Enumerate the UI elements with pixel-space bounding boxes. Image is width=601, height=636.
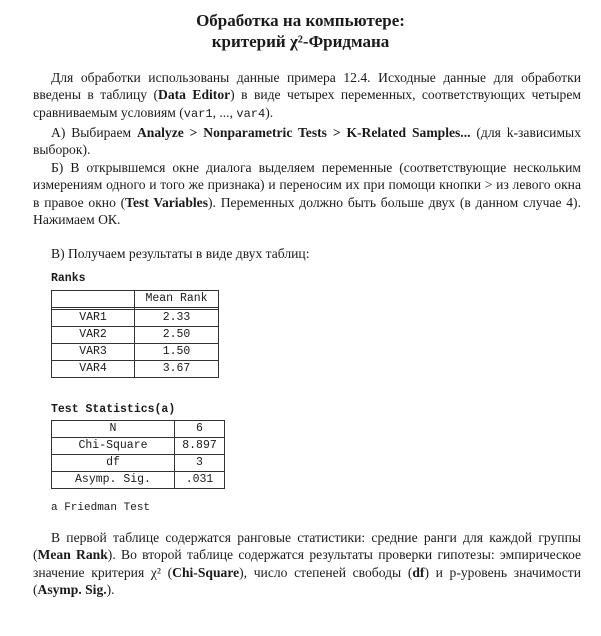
test-stat-name: Asymp. Sig. bbox=[52, 472, 175, 489]
step-b-text-2: ). Переменных должно быть больше двух (в данном случае 4). Нажимаем ОК. bbox=[33, 194, 581, 227]
step-a-paragraph bbox=[33, 124, 581, 159]
table-row bbox=[52, 455, 225, 472]
ranks-table-label: Ranks bbox=[51, 272, 86, 285]
conclusion-bold-chi-square: Chi-Square bbox=[172, 564, 240, 580]
step-v-paragraph bbox=[33, 245, 581, 262]
table-row bbox=[52, 421, 225, 438]
ranks-row-name: VAR3 bbox=[52, 344, 135, 361]
ranks-row-value: 3.67 bbox=[135, 361, 219, 378]
table-row bbox=[52, 472, 225, 489]
step-a-text-1: А) Выбираем bbox=[51, 125, 137, 140]
intro-var1: var1 bbox=[183, 106, 213, 121]
ranks-header-blank bbox=[52, 291, 135, 308]
intro-var4: var4 bbox=[236, 106, 266, 121]
page-title-line-1: Обработка на компьютере: bbox=[196, 11, 405, 30]
intro-text-2: ) в виде четырех переменных, соответствующих четырем сравниваемым условиям ( bbox=[33, 87, 581, 120]
test-stat-value: 6 bbox=[175, 421, 225, 438]
ranks-header-mean-rank: Mean Rank bbox=[135, 291, 219, 308]
intro-paragraph bbox=[33, 69, 581, 123]
test-stat-value: 3 bbox=[175, 455, 225, 472]
conclusion-paragraph bbox=[33, 529, 581, 598]
step-a-text-2: (для k-зависимых выборок). bbox=[33, 125, 581, 158]
conclusion-bold-mean-rank: Mean Rank bbox=[37, 547, 108, 563]
ranks-row-value: 2.33 bbox=[135, 310, 219, 327]
conclusion-bold-asymp-sig: Asymp. Sig. bbox=[37, 581, 107, 597]
conclusion-text-5: ). bbox=[106, 581, 115, 597]
table-row bbox=[52, 327, 219, 344]
test-stat-name: df bbox=[52, 455, 175, 472]
step-a-menu-path: Analyze > Nonparametric Tests > K-Related Samples... bbox=[136, 125, 471, 140]
conclusion-text-1: В первой таблице содержатся ранговые статистики: средние ранги для каждой группы ( bbox=[33, 530, 581, 563]
test-statistics-table bbox=[51, 420, 225, 489]
step-b-test-variables: Test Variables bbox=[125, 194, 209, 210]
test-stat-value: .031 bbox=[175, 472, 225, 489]
step-b-text-1: Б) В открывшемся окне диалога выделяем переменные (соответствующие нескольким измерениям одного и того же признака) и переносим их при помощи кнопки > из левого окна в правое окно ( bbox=[33, 160, 581, 210]
intro-text-3: , ..., bbox=[212, 104, 237, 120]
conclusion-text-3: ), число степеней свободы ( bbox=[239, 564, 413, 580]
conclusion-text-2: ). Во второй таблице содержатся результаты проверки гипотезы: эмпирическое значение критерия χ² ( bbox=[33, 547, 582, 580]
ranks-row-name: VAR2 bbox=[52, 327, 135, 344]
ranks-table bbox=[51, 290, 219, 378]
ranks-row-value: 1.50 bbox=[135, 344, 219, 361]
ranks-row-name: VAR4 bbox=[52, 361, 135, 378]
friedman-footnote: a Friedman Test bbox=[51, 502, 151, 514]
conclusion-bold-df: df bbox=[412, 564, 425, 580]
test-stat-value: 8.897 bbox=[175, 438, 225, 455]
test-stat-name: Chi-Square bbox=[52, 438, 175, 455]
step-b-paragraph bbox=[33, 159, 581, 228]
page-title-line-2: критерий χ²-Фридмана bbox=[211, 32, 390, 51]
intro-text-4: ). bbox=[265, 104, 274, 120]
ranks-row-value: 2.50 bbox=[135, 327, 219, 344]
intro-text-1: Для обработки использованы данные примера 12.4. Исходные данные для обработки введены в таблицу ( bbox=[33, 70, 581, 103]
ranks-row-name: VAR1 bbox=[52, 310, 135, 327]
conclusion-text-4: ) и p-уровень значимости ( bbox=[33, 564, 581, 597]
ranks-header-row bbox=[52, 291, 219, 308]
table-row bbox=[52, 344, 219, 361]
table-row bbox=[52, 361, 219, 378]
table-row bbox=[52, 310, 219, 327]
test-statistics-label: Test Statistics(a) bbox=[51, 403, 176, 416]
intro-bold-data-editor: Data Editor bbox=[158, 87, 231, 103]
test-stat-name: N bbox=[52, 421, 175, 438]
table-row bbox=[52, 438, 225, 455]
step-v-text: В) Получаем результаты в виде двух таблиц: bbox=[51, 246, 310, 261]
